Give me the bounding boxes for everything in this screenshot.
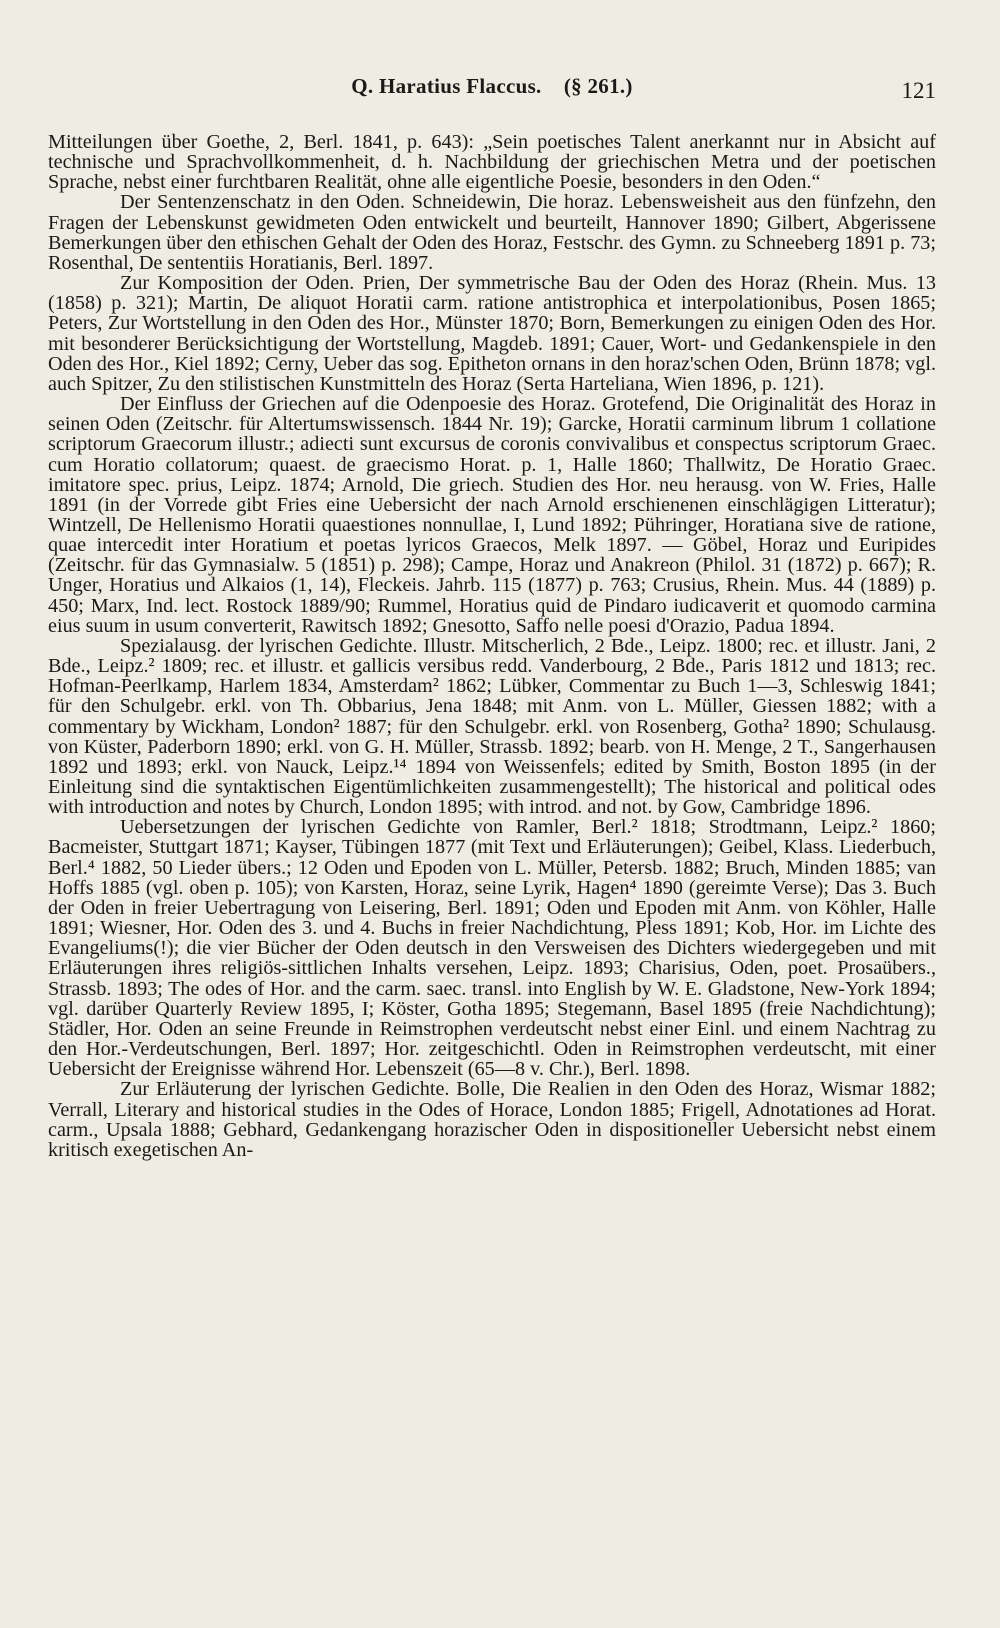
paragraph: Spezialausg. der lyrischen Gedichte. Illustr. Mitscherlich, 2 Bde., Leipz. 1800; rec. et illustr. Jani, 2 Bde., Leipz.² 1809; rec. et illustr. et gallicis versibus redd. Vanderbourg, 2 Bde., Paris 1812 und 1813; rec. Hofman-Peerlkamp, Harlem 1834, Amsterdam² 1862; Lübker, Commentar zu Buch 1—3, Schleswig 1841; für den Schulgebr. erkl. von Th. Obbarius, Jena 1848; mit Anm. von L. Müller, Giessen 1882; with a commentary by Wickham, London² 1887; für den Schulgebr. erkl. von Rosenberg, Gotha² 1890; Schulausg. von Küster, Paderborn 1890; erkl. von G. H. Müller, Strassb. 1892; bearb. von H. Menge, 2 T., Sangerhausen 1892 und 1893; erkl. von Nauck, Leipz.¹⁴ 1894 von Weissenfels; edited by Smith, Boston 1895 (in der Einleitung sind die syntaktischen Eigentümlichkeiten zusammengestellt); The historical and political odes with introduction and notes by Church, London 1895; with introd. and not. by Gow, Cambridge 1896. [48, 634, 936, 819]
body-text [48, 132, 936, 1160]
section-reference: (§ 261.) [563, 74, 633, 98]
paragraph: Der Einfluss der Griechen auf die Odenpoesie des Horaz. Grotefend, Die Originalität des Horaz in seinen Oden (Zeitschr. für Altertumswissensch. 1844 Nr. 19); Garcke, Horatii carminum librum 1 collatione scriptorum Graecorum illustr.; adiecti sunt excursus de coronis convivalibus et conspectus scriptorum Graec. cum Horatio collatorum; quaest. de graecismo Horat. p. 1, Halle 1860; Thallwitz, De Horatio Graec. imitatore spec. prius, Leipz. 1874; Arnold, Die griech. Studien des Hor. neu herausg. von W. Fries, Halle 1891 (in der Vorrede gibt Fries eine Uebersicht der nach Arnold erschienenen einschlägigen Litteratur); Wintzell, De Hellenismo Horatii quaestiones nonnullae, I, Lund 1892; Pühringer, Horatiana sive de ratione, quae intercedit inter Horatium et poetas lyricos Graecos, Melk 1897. — Göbel, Horaz und Euripides (Zeitschr. für das Gymnasialw. 5 (1851) p. 298); Campe, Horaz und Anakreon (Philol. 31 (1872) p. 667); R. Unger, Horatius und Alkaios (1, 14), Fleckeis. Jahrb. 115 (1877) p. 763; Crusius, Rhein. Mus. 44 (1889) p. 450; Marx, Ind. lect. Rostock 1889/90; Rummel, Horatius quid de Pindaro iudicaverit et quomodo carmina eius suum in usum converterit, Rawitsch 1892; Gnesotto, Saffo nelle poesi d'Orazio, Padua 1894. [48, 393, 936, 637]
author-title: Q. Haratius Flaccus. [351, 74, 542, 98]
paragraph: Uebersetzungen der lyrischen Gedichte von Ramler, Berl.² 1818; Strodtmann, Leipz.² 1860; Bacmeister, Stuttgart 1871; Kayser, Tübingen 1877 (mit Text und Erläuterungen); Geibel, Klass. Liederbuch, Berl.⁴ 1882, 50 Lieder übers.; 12 Oden und Epoden von L. Müller, Petersb. 1882; Bruch, Minden 1885; van Hoffs 1885 (vgl. oben p. 105); von Karsten, Horaz, seine Lyrik, Hagen⁴ 1890 (gereimte Verse); Das 3. Buch der Oden in freier Uebertragung von Leisering, Berl. 1891; Oden und Epoden mit Anm. von Köhler, Halle 1891; Wiesner, Hor. Oden des 3. und 4. Buchs in freier Nachdichtung, Pless 1891; Kob, Hor. im Lichte des Evangeliums(!); die vier Bücher der Oden deutsch in den Versweisen des Dichters wiedergegeben und mit Erläuterungen ihres religiös-sittlichen Inhalts versehen, Leipz. 1893; Charisius, Oden, poet. Prosaübers., Strassb. 1893; The odes of Hor. and the carm. saec. transl. into English by W. E. Gladstone, New-York 1894; vgl. darüber Quarterly Review 1895, I; Köster, Gotha 1895; Stegemann, Basel 1895 (freie Nachdichtung); Städler, Hor. Oden an seine Freunde in Reimstrophen verdeutscht nebst einer Einl. und einem Nachtrag zu den Hor.-Verdeutschungen, Berl. 1897; Hor. zeitgeschichtl. Oden in Reimstrophen verdeutscht, mit einer Uebersicht der Ereignisse während Hor. Lebenszeit (65—8 v. Chr.), Berl. 1898. [48, 816, 936, 1081]
paragraph: Zur Komposition der Oden. Prien, Der symmetrische Bau der Oden des Horaz (Rhein. Mus. 13 (1858) p. 321); Martin, De aliquot Horatii carm. ratione antistrophica et interpolationibus, Posen 1865; Peters, Zur Wortstellung in den Oden des Hor., Münster 1870; Born, Bemerkungen zu einigen Oden des Hor. mit besonderer Berücksichtigung der Wortstellung, Magdeb. 1891; Cauer, Wort- und Gedankenspiele in den Oden des Hor., Kiel 1892; Cerny, Ueber das sog. Epitheton ornans in den horaz'schen Oden, Brünn 1878; vgl. auch Spitzer, Zu den stilistischen Kunstmitteln des Horaz (Serta Harteliana, Wien 1896, p. 121). [48, 272, 936, 395]
paragraph: Zur Erläuterung der lyrischen Gedichte. Bolle, Die Realien in den Oden des Horaz, Wismar 1882; Verrall, Literary and historical studies in the Odes of Horace, London 1885; Frigell, Adnotationes ad Horat. carm., Upsala 1888; Gebhard, Gedankengang horazischer Oden in dispositioneller Uebersicht nebst einem kritisch exegetischen An- [48, 1078, 936, 1161]
paragraph: Mitteilungen über Goethe, 2, Berl. 1841, p. 643): „Sein poetisches Talent anerkannt nur in Absicht auf technische und Sprachvollkommenheit, d. h. Nachbildung der griechischen Metra und der poetischen Sprache, nebst einer furchtbaren Realität, ohne alle eigentliche Poesie, besonders in den Oden.“ [48, 131, 936, 194]
paragraph: Der Sentenzenschatz in den Oden. Schneidewin, Die horaz. Lebensweisheit aus den fünfzehn, den Fragen der Lebenskunst gewidmeten Oden entwickelt und beurteilt, Hannover 1890; Gilbert, Abgerissene Bemerkungen über den ethischen Gehalt der Oden des Horaz, Festschr. des Gymn. zu Schneeberg 1891 p. 73; Rosenthal, De sententiis Horatianis, Berl. 1897. [48, 191, 936, 274]
page-number: 121 [901, 78, 936, 103]
running-title [48, 74, 936, 99]
running-header [48, 74, 936, 114]
